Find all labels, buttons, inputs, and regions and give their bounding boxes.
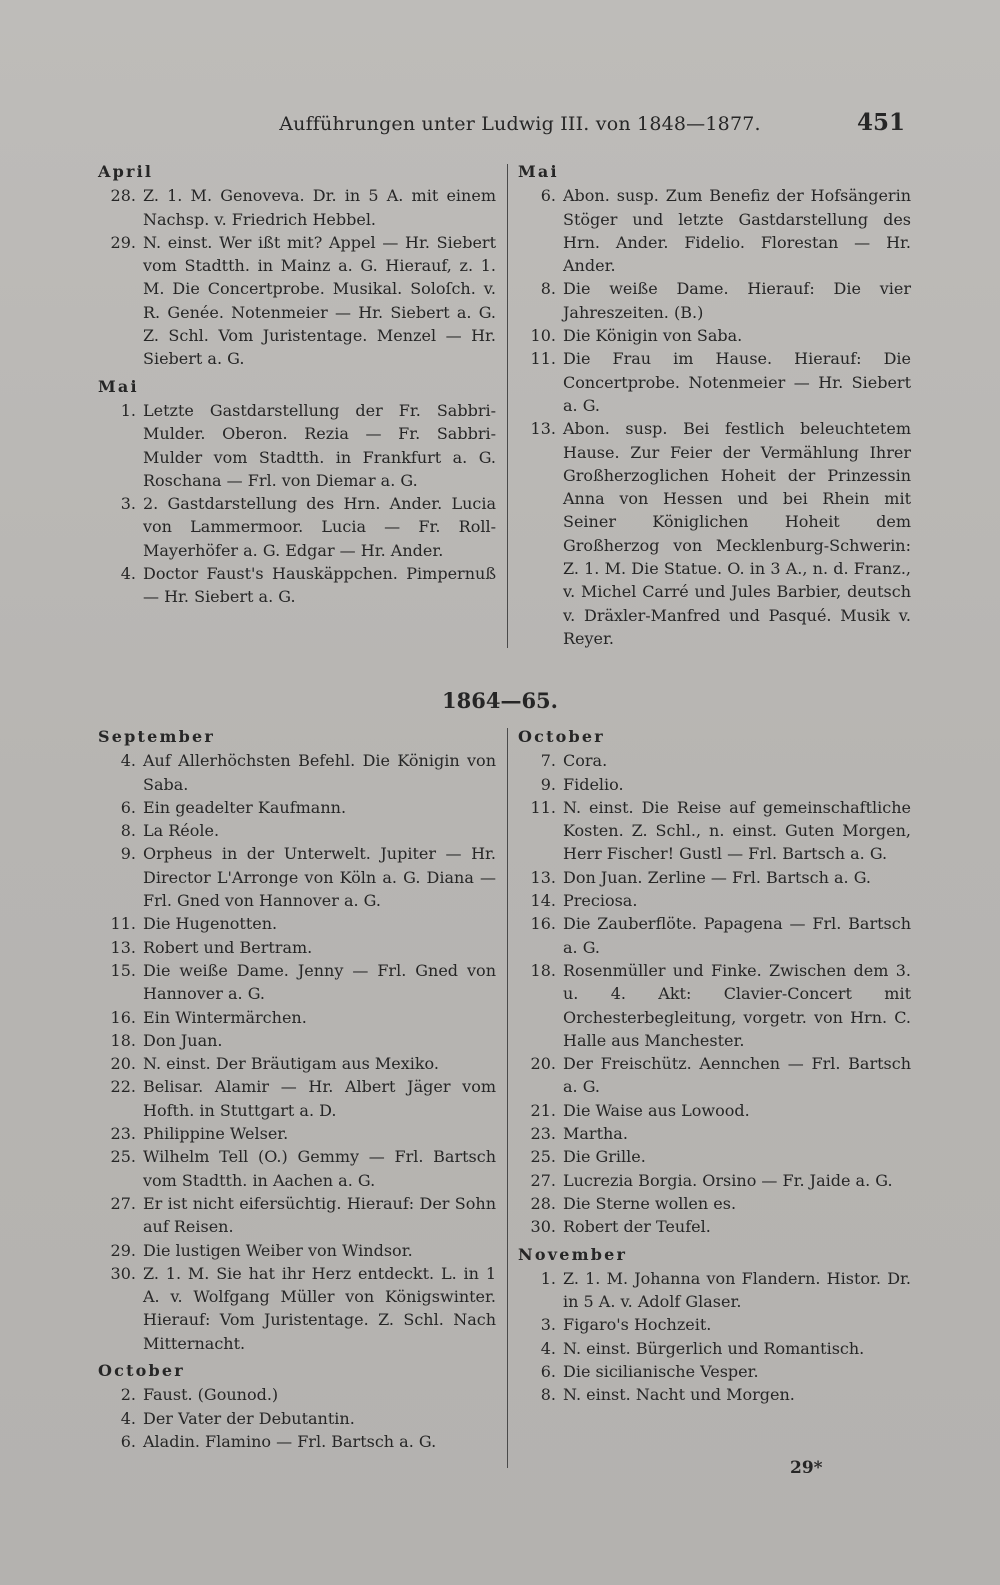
page-number: 451	[856, 109, 905, 136]
entry-text: Belisar. Alamir — Hr. Albert Jäger vom Hofth. in Stuttgart a. D.	[143, 1077, 496, 1120]
entry-date: 13.	[530, 867, 556, 887]
entry-text: 2. Gastdarstellung des Hrn. Ander. Lucia von Lammermoor. Lucia — Fr. Roll-Mayerhöfer a. G. Edgar — Hr. Ander.	[143, 494, 496, 560]
entry-date: 7.	[540, 751, 556, 771]
entry-text: N. einst. Bürgerlich und Romantisch.	[563, 1338, 865, 1358]
entry-text: N. einst. Wer ißt mit? Appel — Hr. Siebert vom Stadtth. in Mainz a. G. Hierauf, z. 1. M. Die Concertprobe. Musikal. Soloſch. v. R. Genée. Notenmeier — Hr. Siebert a. G. Z. Schl. Vom Juristentage. Menzel — Hr. Siebert a. G.	[143, 232, 496, 369]
entry-text: Die weiße Dame. Jenny — Frl. Gned von Hannover a. G.	[143, 960, 496, 1004]
entry-date: 4.	[120, 1408, 136, 1428]
performance-entry	[518, 1337, 911, 1360]
entry-date: 4.	[120, 751, 136, 771]
entry-date: 23.	[110, 1124, 136, 1144]
entry-text: N. einst. Die Reise auf gemeinschaftliche Kosten. Z. Schl., n. einst. Guten Morgen, Herr Fischer! Gustl — Frl. Bartsch a. G.	[563, 797, 911, 864]
entry-date: 6.	[120, 1431, 136, 1451]
entry-text: Abon. susp. Zum Benefiz der Hofsängerin Stöger und letzte Gastdarstellung des Hrn. Ander. Fidelio. Florestan — Hr. Ander.	[563, 186, 911, 276]
entry-text: Der Vater der Debutantin.	[143, 1408, 355, 1428]
entry-text: Die sicilianische Vesper.	[563, 1362, 759, 1382]
performance-entry	[518, 1360, 911, 1383]
entry-text: Die lustigen Weiber von Windsor.	[143, 1240, 413, 1260]
month-heading: Mai	[518, 162, 559, 181]
performance-entry	[98, 1075, 496, 1122]
entry-text: Philippine Welser.	[143, 1124, 289, 1144]
entry-text: Fidelio.	[563, 774, 624, 794]
performance-entry	[518, 1099, 911, 1122]
entry-date: 11.	[110, 914, 136, 934]
entry-date: 9.	[120, 844, 136, 864]
entry-date: 22.	[110, 1077, 136, 1097]
entry-text: Orpheus in der Unterwelt. Jupiter — Hr. Director L'Arronge von Köln a. G. Diana — Frl. Gned von Hannover a. G.	[143, 844, 496, 911]
entry-text: Die Königin von Saba.	[563, 326, 743, 346]
entry-text: Der Freischütz. Aennchen — Frl. Bartsch a. G.	[563, 1054, 911, 1097]
entry-text: Auf Allerhöchsten Befehl. Die Königin von Saba.	[143, 751, 496, 794]
entry-date: 25.	[110, 1147, 136, 1167]
performance-entry	[98, 1192, 496, 1239]
performance-entry	[518, 324, 911, 347]
entry-text: Robert und Bertram.	[143, 937, 313, 957]
performance-entry	[98, 1383, 496, 1406]
performance-entry	[518, 347, 911, 417]
entry-text: Rosenmüller und Finke. Zwischen dem 3. u. 4. Akt: Clavier-Concert mit Orchesterbegleitung, vorgetr. von Hrn. C. Halle aus Manchester.	[563, 960, 911, 1050]
entry-text: Die Sterne wollen es.	[563, 1193, 737, 1213]
entry-date: 30.	[530, 1217, 556, 1237]
performance-entry	[98, 936, 496, 959]
performance-entry	[98, 184, 496, 231]
entry-date: 27.	[530, 1170, 556, 1190]
entry-text: Die weiße Dame. Hierauf: Die vier Jahreszeiten. (B.)	[563, 279, 911, 322]
performance-entry	[518, 1192, 911, 1215]
performance-entry	[98, 1029, 496, 1052]
entry-date: 3.	[540, 1315, 556, 1335]
performance-entry	[518, 417, 911, 650]
performance-entry	[518, 1383, 911, 1406]
entry-date: 1.	[540, 1268, 556, 1288]
month-heading: April	[98, 162, 154, 181]
performance-entry	[98, 231, 496, 371]
entry-date: 20.	[110, 1054, 136, 1074]
performance-entry	[518, 749, 911, 772]
column-top-left	[98, 160, 496, 609]
entry-date: 1.	[120, 400, 136, 420]
performance-entry	[518, 1169, 911, 1192]
performance-entry	[518, 959, 911, 1052]
entry-date: 13.	[110, 937, 136, 957]
performance-entry	[98, 1052, 496, 1075]
entry-text: Wilhelm Tell (O.) Gemmy — Frl. Bartsch vom Stadtth. in Aachen a. G.	[143, 1147, 496, 1190]
entry-text: Martha.	[563, 1124, 628, 1144]
entry-text: Don Juan. Zerline — Frl. Bartsch a. G.	[563, 867, 871, 887]
entry-date: 9.	[540, 774, 556, 794]
entry-date: 20.	[530, 1054, 556, 1074]
signature-mark: 29*	[790, 1458, 823, 1478]
performance-entry	[518, 866, 911, 889]
month-heading: Mai	[98, 376, 139, 396]
entry-date: 30.	[110, 1263, 136, 1283]
entry-text: Z. 1. M. Johanna von Flandern. Histor. Dr. in 5 A. v. Adolf Glaser.	[563, 1268, 911, 1312]
performance-entry	[518, 889, 911, 912]
entry-text: Z. 1. M. Genoveva. Dr. in 5 A. mit einem Nachsp. v. Friedrich Hebbel.	[143, 186, 496, 229]
entry-date: 28.	[530, 1193, 556, 1213]
entry-text: Ein Wintermärchen.	[143, 1007, 307, 1027]
entry-date: 11.	[530, 797, 556, 817]
performance-entry	[518, 1145, 911, 1168]
entry-text: Faust. (Gounod.)	[143, 1385, 279, 1405]
column-top-right	[518, 160, 911, 650]
entry-date: 25.	[530, 1147, 556, 1167]
entry-date: 2.	[120, 1385, 136, 1405]
performance-entry	[98, 492, 496, 562]
entry-text: N. einst. Nacht und Morgen.	[563, 1385, 795, 1405]
performance-entry	[98, 749, 496, 796]
entry-text: Aladin. Flamino — Frl. Bartsch a. G.	[143, 1431, 437, 1451]
month-heading: October	[518, 727, 605, 746]
month-heading: November	[518, 1244, 628, 1264]
entry-text: Abon. susp. Bei festlich beleuchtetem Hause. Zur Feier der Vermählung Ihrer Großherzoglichen Hoheit der Prinzessin Anna von Hessen und bei Rhein mit Seiner Königlichen Hoheit dem Großherzog von Mecklenburg-Schwerin: Z. 1. M. Die Statue. O. in 3 A., n. d. Franz., v. Michel Carré und Jules Barbier, deutsch v. Dräxler-Manfred und Pasqué. Musik v. Reyer.	[563, 419, 911, 648]
entry-date: 27.	[110, 1193, 136, 1213]
entry-date: 6.	[120, 797, 136, 817]
performance-entry	[98, 1006, 496, 1029]
entry-date: 14.	[530, 891, 556, 911]
performance-entry	[98, 1407, 496, 1430]
entry-text: Ein geadelter Kaufmann.	[143, 797, 347, 817]
entry-text: Die Zauberflöte. Papagena — Frl. Bartsch a. G.	[563, 914, 911, 957]
entry-text: Cora.	[563, 751, 608, 771]
performance-entry	[98, 1262, 496, 1355]
performance-entry	[98, 562, 496, 609]
performance-entry	[98, 1239, 496, 1262]
entry-date: 10.	[530, 326, 556, 346]
entry-text: Z. 1. M. Sie hat ihr Herz entdeckt. L. in 1 A. v. Wolfgang Müller von Königswinter. Hierauf: Vom Juristentage. Z. Schl. Nach Mitternacht.	[143, 1263, 496, 1353]
entry-date: 3.	[120, 494, 136, 514]
entry-date: 11.	[530, 349, 556, 369]
column-divider-top	[507, 164, 508, 648]
entry-date: 21.	[530, 1100, 556, 1120]
performance-entry	[518, 1122, 911, 1145]
performance-entry	[98, 399, 496, 492]
entry-date: 18.	[110, 1030, 136, 1050]
entry-text: Don Juan.	[143, 1030, 223, 1050]
entry-date: 4.	[540, 1338, 556, 1358]
performance-entry	[98, 912, 496, 935]
entry-text: Die Waise aus Lowood.	[563, 1100, 750, 1120]
performance-entry	[98, 842, 496, 912]
performance-entry	[98, 1122, 496, 1145]
entry-text: Die Grille.	[563, 1147, 646, 1167]
month-heading: September	[98, 727, 216, 746]
entry-date: 6.	[540, 1362, 556, 1382]
entry-text: Lucrezia Borgia. Orsino — Fr. Jaide a. G.	[563, 1170, 893, 1190]
performance-entry	[518, 912, 911, 959]
entry-text: Letzte Gastdarstellung der Fr. Sabbri-Mulder. Oberon. Rezia — Fr. Sabbri-Mulder vom Stadtth. in Frankfurt a. G. Roschana — Frl. von Diemar a. G.	[143, 400, 496, 490]
running-header: Aufführungen unter Ludwig III. von 1848—1877.	[279, 113, 761, 135]
performance-entry	[518, 1215, 911, 1238]
entry-text: Figaro's Hochzeit.	[563, 1315, 712, 1335]
performance-entry	[518, 773, 911, 796]
performance-entry	[518, 1267, 911, 1314]
entry-date: 8.	[120, 821, 136, 841]
column-divider-bottom	[507, 728, 508, 1468]
entry-date: 29.	[110, 1240, 136, 1260]
column-bottom-right	[518, 725, 911, 1407]
entry-text: La Réole.	[143, 821, 220, 841]
entry-date: 18.	[530, 960, 556, 980]
entry-text: Er ist nicht eifersüchtig. Hierauf: Der Sohn auf Reisen.	[143, 1193, 496, 1237]
entry-date: 28.	[110, 186, 136, 206]
entry-date: 15.	[110, 960, 136, 980]
performance-entry	[98, 959, 496, 1006]
performance-entry	[518, 1313, 911, 1336]
entry-date: 6.	[540, 186, 556, 206]
entry-date: 8.	[540, 1385, 556, 1405]
entry-text: N. einst. Der Bräutigam aus Mexiko.	[143, 1054, 439, 1074]
entry-date: 8.	[540, 279, 556, 299]
performance-entry	[518, 796, 911, 866]
performance-entry	[98, 819, 496, 842]
entry-text: Preciosa.	[563, 891, 638, 911]
entry-text: Doctor Faust's Hauskäppchen. Pimpernuß — Hr. Siebert a. G.	[143, 564, 496, 607]
month-heading: October	[98, 1361, 185, 1381]
entry-date: 16.	[110, 1007, 136, 1027]
entry-date: 16.	[530, 914, 556, 934]
performance-entry	[518, 184, 911, 277]
entry-text: Robert der Teufel.	[563, 1217, 711, 1237]
performance-entry	[518, 1052, 911, 1099]
performance-entry	[98, 1430, 496, 1453]
performance-entry	[98, 796, 496, 819]
entry-date: 4.	[120, 564, 136, 584]
entry-date: 23.	[530, 1124, 556, 1144]
entry-text: Die Frau im Hause. Hierauf: Die Concertprobe. Notenmeier — Hr. Siebert a. G.	[563, 349, 911, 415]
season-heading: 1864—65.	[442, 688, 558, 713]
column-bottom-left	[98, 725, 496, 1453]
performance-entry	[518, 277, 911, 324]
entry-text: Die Hugenotten.	[143, 914, 278, 934]
entry-date: 29.	[110, 232, 136, 252]
entry-date: 13.	[530, 419, 556, 439]
performance-entry	[98, 1145, 496, 1192]
